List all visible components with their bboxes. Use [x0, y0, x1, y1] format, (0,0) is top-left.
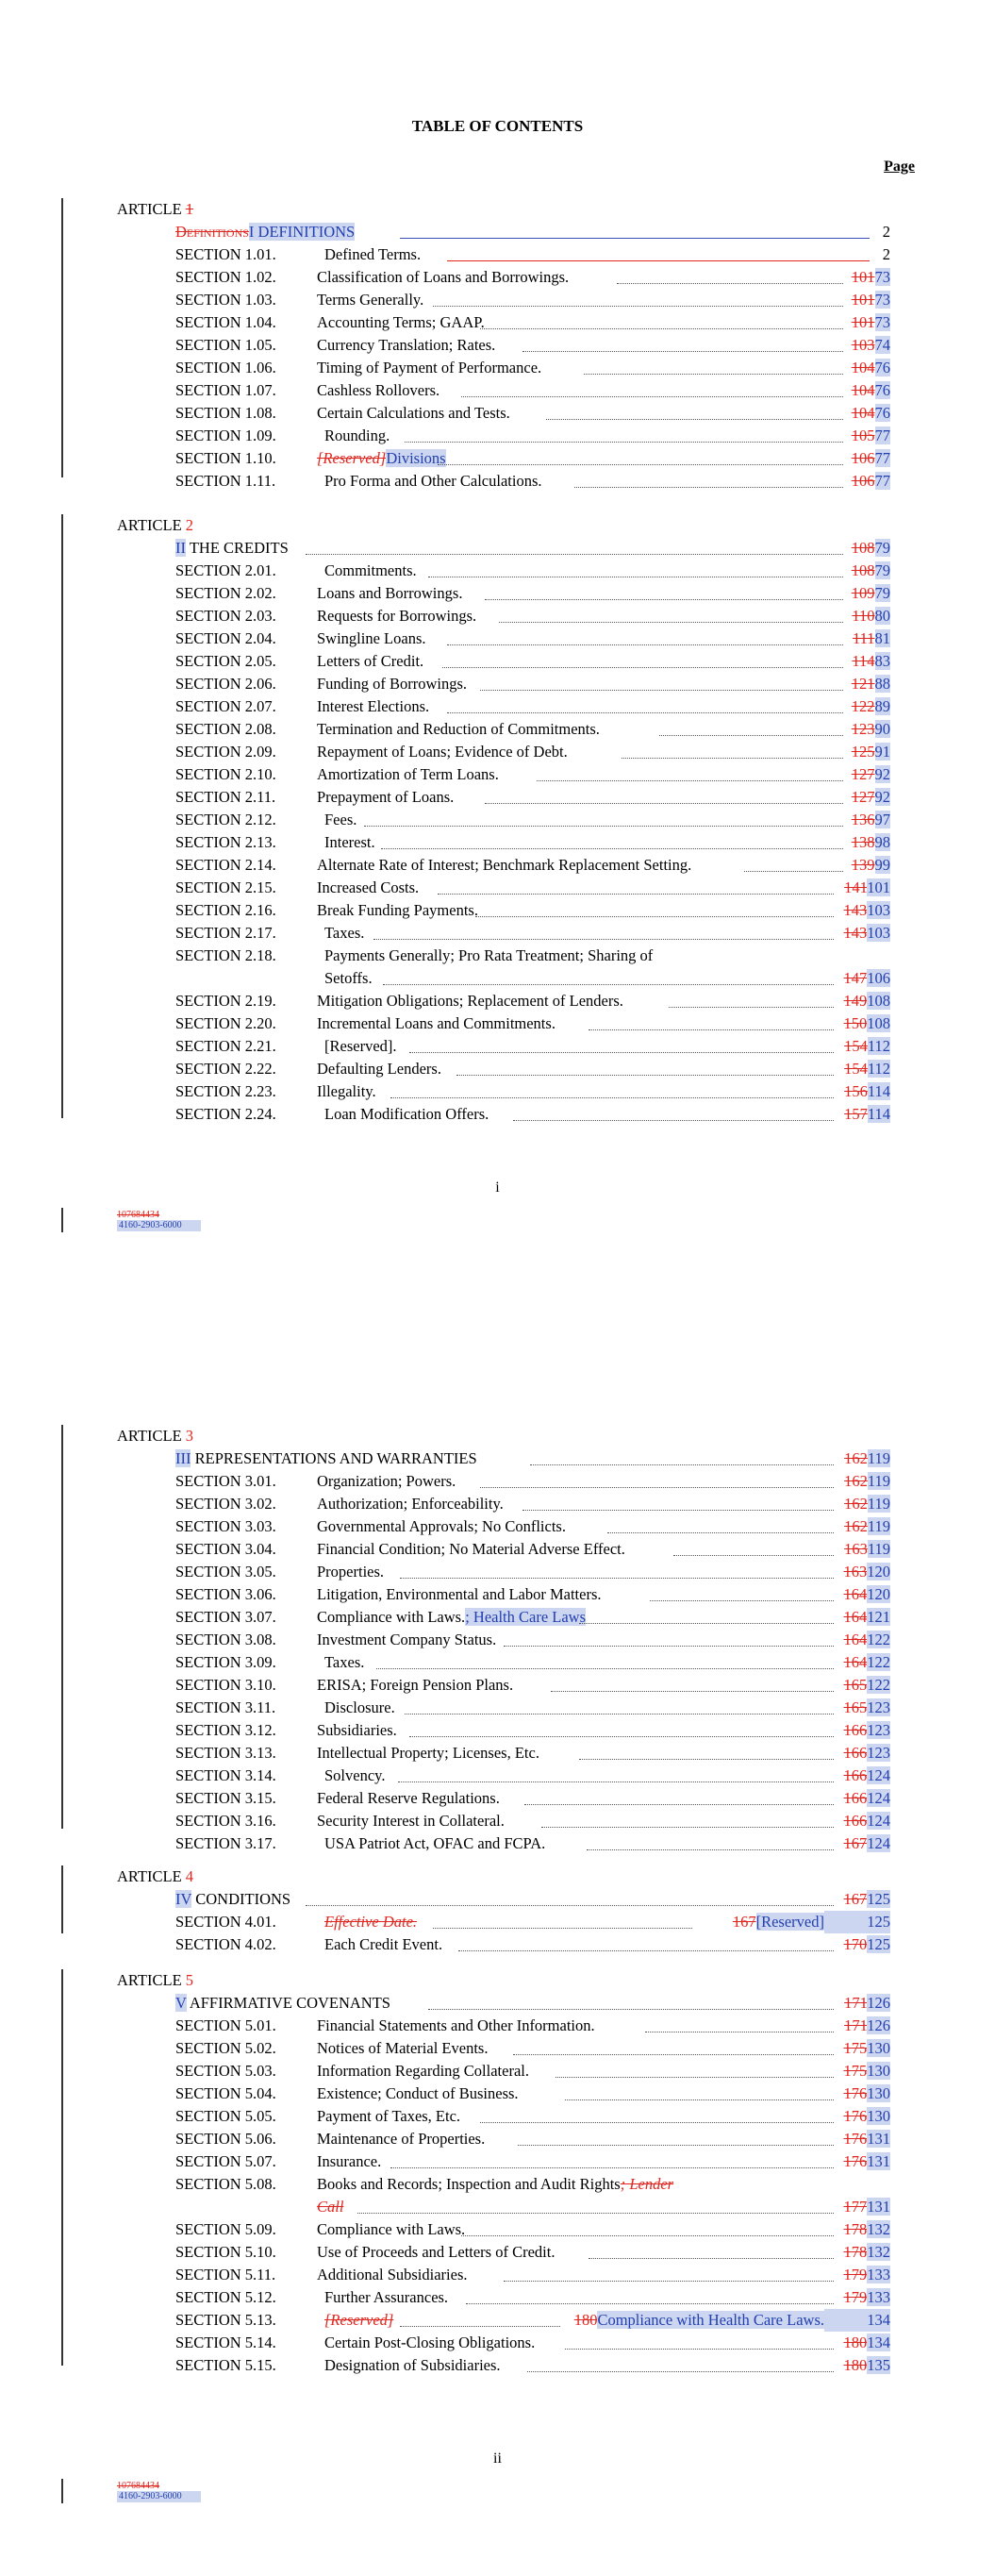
toc-row[interactable]: SECTION 1.11. Pro Forma and Other Calculations. 10677: [175, 472, 890, 490]
article-title-row[interactable]: DefinitionsI DEFINITIONS 2: [175, 223, 890, 241]
toc-row[interactable]: SECTION 2.23. Illegality. 156114: [175, 1082, 890, 1100]
page-number: i: [495, 1179, 500, 1196]
toc-row[interactable]: SECTION 2.06. Funding of Borrowings. 12188: [175, 675, 890, 693]
change-bar: [61, 1208, 63, 1232]
toc-row[interactable]: SECTION 3.01. Organization; Powers. 162119: [175, 1472, 890, 1490]
article-2: [117, 514, 890, 1126]
toc-row[interactable]: SECTION 5.06. Maintenance of Properties. 176131: [175, 2130, 890, 2148]
toc-row[interactable]: SECTION 1.09. Rounding. 10577: [175, 427, 890, 444]
article-title-row[interactable]: II THE CREDITS 10879: [175, 539, 890, 557]
toc-page-2: [0, 1288, 995, 2576]
toc-row[interactable]: SECTION 2.17. Taxes. 143103: [175, 924, 890, 942]
page-column-label: Page: [884, 159, 915, 175]
article-title-row[interactable]: IV CONDITIONS 167125: [175, 1890, 890, 1908]
toc-row[interactable]: SECTION 5.08. Books and Records; Inspection and Audit Rights; Lender Call 177131: [175, 2175, 890, 2216]
toc-row[interactable]: SECTION 5.14. Certain Post-Closing Obligations. 180134: [175, 2333, 890, 2351]
toc-row[interactable]: SECTION 2.21. [Reserved]. 154112: [175, 1037, 890, 1055]
toc-row[interactable]: SECTION 5.13. [Reserved] 180Compliance with Health Care Laws. 134: [117, 2309, 890, 2332]
toc-row[interactable]: SECTION 3.04. Financial Condition; No Material Adverse Effect. 163119: [175, 1540, 890, 1558]
toc-row[interactable]: SECTION 3.03. Governmental Approvals; No Conflicts. 162119: [175, 1517, 890, 1535]
page-number: ii: [493, 2451, 502, 2467]
toc-row[interactable]: SECTION 3.09. Taxes. 164122: [175, 1653, 890, 1671]
article-4: [117, 1865, 890, 1956]
article-3: [117, 1425, 890, 1855]
article-title-row[interactable]: V AFFIRMATIVE COVENANTS 171126: [175, 1994, 890, 2012]
toc-row[interactable]: SECTION 2.02. Loans and Borrowings. 10979: [175, 584, 890, 602]
change-bar: [61, 198, 63, 477]
toc-row[interactable]: SECTION 3.02. Authorization; Enforceability. 162119: [175, 1495, 890, 1513]
toc-row[interactable]: SECTION 1.02. Classification of Loans and Borrowings. 10173: [175, 268, 890, 286]
change-bar: [61, 1969, 63, 2366]
toc-row[interactable]: SECTION 2.03. Requests for Borrowings. 11080: [175, 607, 890, 625]
toc-row[interactable]: SECTION 1.07. Cashless Rollovers. 10476: [175, 381, 890, 399]
toc-row[interactable]: SECTION 2.12. Fees. 13697: [175, 811, 890, 828]
toc-row[interactable]: SECTION 3.06. Litigation, Environmental and Labor Matters. 164120: [175, 1585, 890, 1603]
article-title-row[interactable]: III REPRESENTATIONS AND WARRANTIES 162119: [175, 1449, 890, 1467]
toc-row[interactable]: SECTION 2.18. Payments Generally; Pro Rata Treatment; Sharing of Setoffs. 147106: [175, 946, 890, 987]
toc-row[interactable]: SECTION 1.04. Accounting Terms; GAAP. 10173: [175, 313, 890, 331]
toc-row[interactable]: SECTION 2.11. Prepayment of Loans. 12792: [175, 788, 890, 806]
toc-row[interactable]: SECTION 3.07. Compliance with Laws.; Health Care Laws 164121: [175, 1608, 890, 1626]
toc-row[interactable]: SECTION 2.13. Interest. 13898: [175, 833, 890, 851]
toc-row[interactable]: SECTION 5.15. Designation of Subsidiaries. 180135: [175, 2356, 890, 2374]
change-bar: [61, 1865, 63, 1933]
doc-stamp: 107684434 4160-2903-6000: [117, 2482, 201, 2502]
toc-row[interactable]: SECTION 3.17. USA Patriot Act, OFAC and FCPA. 167124: [175, 1834, 890, 1852]
toc-row[interactable]: SECTION 5.12. Further Assurances. 179133: [175, 2288, 890, 2306]
toc-row[interactable]: SECTION 2.24. Loan Modification Offers. 157114: [175, 1105, 890, 1123]
toc-row[interactable]: SECTION 3.10. ERISA; Foreign Pension Plans. 165122: [175, 1676, 890, 1694]
toc-row[interactable]: SECTION 2.08. Termination and Reduction of Commitments. 12390: [175, 720, 890, 738]
article-heading: ARTICLE 5: [117, 1971, 194, 1989]
change-bar: [61, 514, 63, 1118]
article-heading: ARTICLE 1: [117, 200, 194, 218]
toc-row[interactable]: SECTION 2.09. Repayment of Loans; Evidence of Debt. 12591: [175, 743, 890, 761]
toc-row[interactable]: SECTION 2.14. Alternate Rate of Interest; Benchmark Replacement Setting. 13999: [175, 856, 890, 874]
toc-row[interactable]: SECTION 2.16. Break Funding Payments. 143103: [175, 901, 890, 919]
toc-row[interactable]: SECTION 2.01. Commitments. 10879: [175, 561, 890, 579]
article-heading: ARTICLE 3: [117, 1427, 194, 1445]
toc-row[interactable]: SECTION 3.16. Security Interest in Collateral. 166124: [175, 1812, 890, 1830]
toc-row[interactable]: SECTION 2.04. Swingline Loans. 11181: [175, 629, 890, 647]
toc-row[interactable]: SECTION 1.06. Timing of Payment of Performance. 10476: [175, 359, 890, 376]
change-bar: [61, 2479, 63, 2503]
toc-row[interactable]: SECTION 1.03. Terms Generally. 10173: [175, 291, 890, 309]
article-heading: ARTICLE 2: [117, 516, 194, 534]
toc-row[interactable]: SECTION 5.03. Information Regarding Collateral. 175130: [175, 2062, 890, 2080]
toc-row[interactable]: SECTION 5.01. Financial Statements and Other Information. 171126: [175, 2016, 890, 2034]
toc-row[interactable]: SECTION 2.20. Incremental Loans and Commitments. 150108: [175, 1014, 890, 1032]
toc-row[interactable]: SECTION 1.05. Currency Translation; Rates. 10374: [175, 336, 890, 354]
toc-row[interactable]: SECTION 2.19. Mitigation Obligations; Replacement of Lenders. 149108: [175, 992, 890, 1010]
toc-row[interactable]: SECTION 5.10. Use of Proceeds and Letters of Credit. 178132: [175, 2243, 890, 2261]
toc-row[interactable]: SECTION 4.02. Each Credit Event. 170125: [175, 1935, 890, 1953]
toc-row[interactable]: SECTION 1.01. Defined Terms. 2: [175, 245, 890, 263]
toc-row[interactable]: SECTION 4.01. Effective Date. 167[Reserved] 125: [117, 1911, 890, 1933]
toc-row[interactable]: SECTION 3.05. Properties. 163120: [175, 1563, 890, 1581]
toc-row[interactable]: SECTION 2.15. Increased Costs. 141101: [175, 878, 890, 896]
toc-row[interactable]: SECTION 2.22. Defaulting Lenders. 154112: [175, 1060, 890, 1078]
toc-row[interactable]: SECTION 5.02. Notices of Material Events. 175130: [175, 2039, 890, 2057]
toc-row[interactable]: SECTION 1.10. [Reserved]Divisions 10677: [175, 449, 890, 467]
toc-title: TABLE OF CONTENTS: [411, 117, 584, 135]
toc-row[interactable]: SECTION 3.14. Solvency. 166124: [175, 1766, 890, 1784]
toc-row[interactable]: SECTION 2.10. Amortization of Term Loans. 12792: [175, 765, 890, 783]
article-1: [117, 198, 890, 493]
toc-row[interactable]: SECTION 3.11. Disclosure. 165123: [175, 1698, 890, 1716]
article-heading: ARTICLE 4: [117, 1867, 194, 1885]
toc-row[interactable]: SECTION 5.04. Existence; Conduct of Business. 176130: [175, 2084, 890, 2102]
doc-stamp: 107684434 4160-2903-6000: [117, 1211, 201, 1231]
toc-row[interactable]: SECTION 3.13. Intellectual Property; Licenses, Etc. 166123: [175, 1744, 890, 1762]
toc-row[interactable]: SECTION 5.11. Additional Subsidiaries. 179133: [175, 2266, 890, 2283]
toc-row[interactable]: SECTION 5.07. Insurance. 176131: [175, 2152, 890, 2170]
toc-row[interactable]: SECTION 3.15. Federal Reserve Regulations. 166124: [175, 1789, 890, 1807]
toc-row[interactable]: SECTION 2.07. Interest Elections. 12289: [175, 697, 890, 715]
toc-row[interactable]: SECTION 3.12. Subsidiaries. 166123: [175, 1721, 890, 1739]
toc-row[interactable]: SECTION 5.05. Payment of Taxes, Etc. 176130: [175, 2107, 890, 2125]
toc-row[interactable]: SECTION 1.08. Certain Calculations and Tests. 10476: [175, 404, 890, 422]
article-5: [117, 1969, 890, 2377]
change-bar: [61, 1425, 63, 1829]
toc-row[interactable]: SECTION 3.08. Investment Company Status. 164122: [175, 1631, 890, 1648]
toc-row[interactable]: SECTION 2.05. Letters of Credit. 11483: [175, 652, 890, 670]
toc-row[interactable]: SECTION 5.09. Compliance with Laws. 178132: [175, 2220, 890, 2238]
